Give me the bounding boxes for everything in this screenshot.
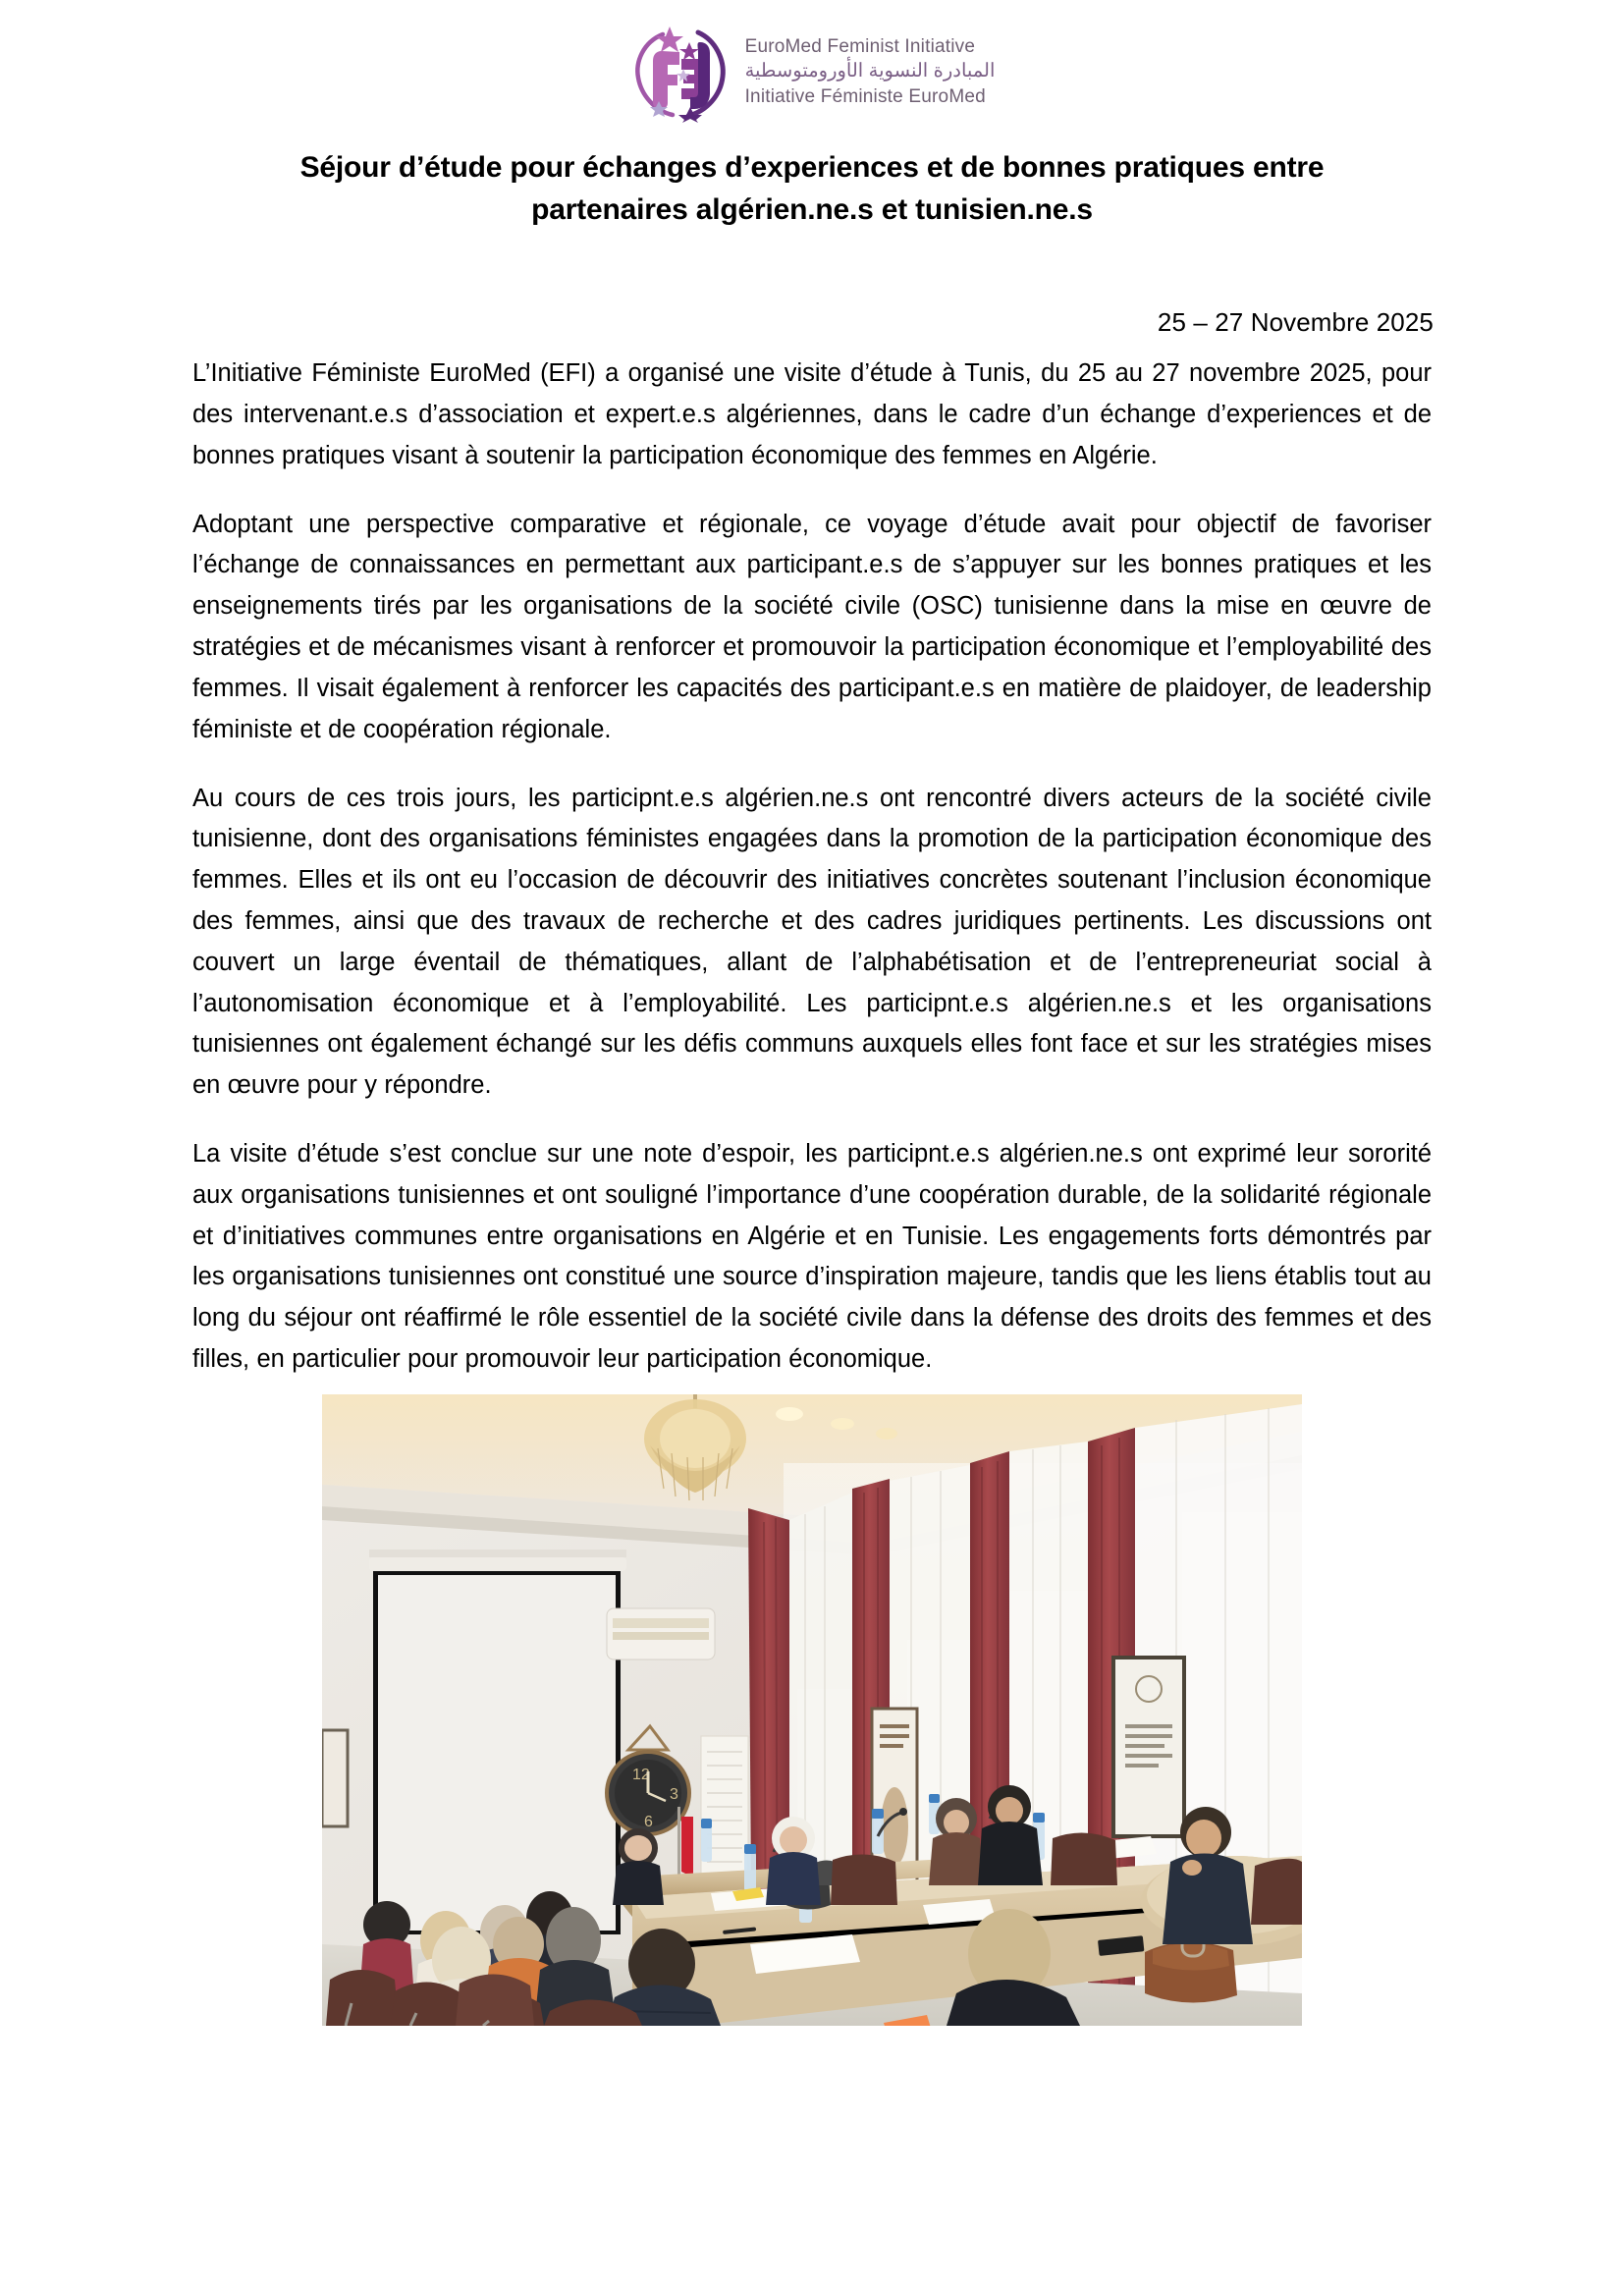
- org-name-en: EuroMed Feminist Initiative: [744, 36, 976, 58]
- logo-wordmark: [745, 34, 996, 109]
- svg-text:12: 12: [632, 1766, 650, 1783]
- svg-text:3: 3: [670, 1785, 678, 1803]
- page-title-line-1: Séjour d’étude pour échanges d’experiences et de bonnes pratiques entre: [299, 151, 1325, 184]
- paragraph-3: Au cours de ces trois jours, les participnt.e.s algérien.ne.s ont rencontré divers acteurs de la société civile tunisienne, dont des organisations féministes engagées dans la promotion de la participation économique des femmes. Elles et ils ont eu l’occasion de découvrir des initiatives concrètes soutenant l’inclusion économique des femmes, ainsi que des travaux de recherche et des cadres juridiques pertinents. Les discussions ont couvert un large éventail de thématiques, allant de l’alphabétisation et de l’entrepreneuriat social à l’autonomisation économique et à l’employabilité. Les participnt.e.s algérien.ne.s et les organisations tunisiennes ont également échangé sur les défis communs auxquels elles font face et sur les stratégies mises en œuvre pour y répondre.: [192, 784, 1432, 1100]
- efi-logo-icon: [629, 21, 731, 123]
- org-name-ar: المبادرة النسوية الأورومتوسطية: [744, 60, 996, 82]
- paragraph-1: L’Initiative Féministe EuroMed (EFI) a organisé une visite d’étude à Tunis, du 25 au 27 novembre 2025, pour des intervenant.e.s d’association et expert.e.s algériennes, dans le cadre d’un échange d’experiences et de bonnes pratiques visant à soutenir la participation économique des femmes en Algérie.: [192, 359, 1432, 469]
- page-title: [272, 147, 1352, 231]
- svg-text:6: 6: [644, 1813, 653, 1830]
- document-body: [192, 354, 1432, 1381]
- document-header: [0, 0, 1624, 118]
- org-name-fr: Initiative Féministe EuroMed: [744, 85, 986, 107]
- page-title-line-2: partenaires algérien.ne.s et tunisien.ne.s: [531, 192, 1093, 226]
- event-date: 25 – 27 Novembre 2025: [1157, 307, 1434, 338]
- paragraph-4: La visite d’étude s’est conclue sur une note d’espoir, les participnt.e.s algérien.ne.s ont exprimé leur sororité aux organisations tunisiennes et ont souligné l’importance d’une coopération durable, de la solidarité régionale et d’initiatives communes entre organisations en Algérie et en Tunisie. Les engagements forts démontrés par les organisations tunisiennes ont constitué une source d’inspiration majeure, tandis que les liens établis tout au long du séjour ont réaffirmé le rôle essentiel de la société civile dans la défense des droits des femmes et des filles, en particulier pour promouvoir leur participation économique.: [192, 1140, 1432, 1374]
- paragraph-2: Adoptant une perspective comparative et régionale, ce voyage d’étude avait pour objectif de favoriser l’échange de connaissances en permettant aux participant.e.s de s’appuyer sur les bonnes pratiques et les enseignements tirés par les organisations de la société civile (OSC) tunisienne dans la mise en œuvre de stratégies et de mécanismes visant à renforcer et promouvoir la participation économique et l’employabilité des femmes. Il visait également à renforcer les capacités des participant.e.s en matière de plaidoyer, de leadership féministe et de coopération régionale.: [192, 510, 1432, 743]
- meeting-room-photo: [322, 1394, 1302, 2026]
